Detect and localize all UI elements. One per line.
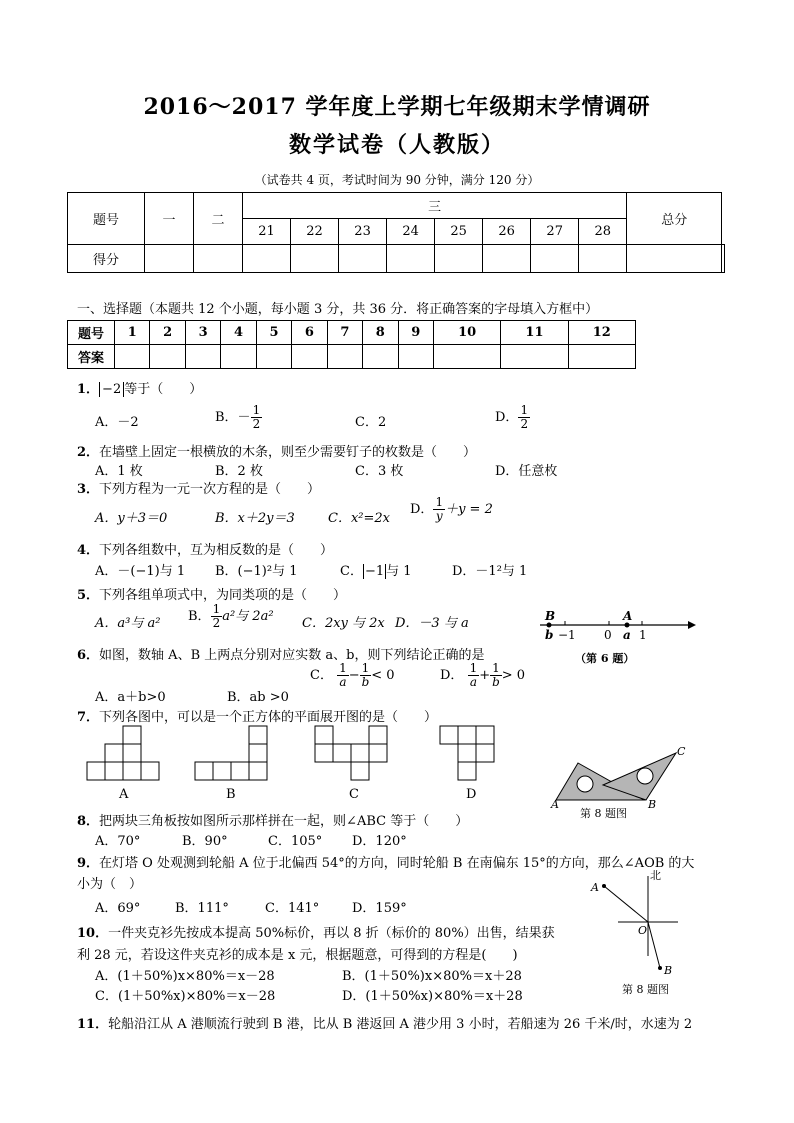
net-label-b: B	[226, 787, 236, 802]
question-6: 6．如图，数轴 A、B 上两点分别对应实数 a、b，则下列结论正确的是	[77, 648, 485, 663]
net-square	[315, 744, 333, 762]
answer-number-5: 5	[256, 321, 291, 345]
label-1: 1	[639, 628, 647, 642]
q6-option-d: D． $\frac{1}{a}$ + $\frac{1}{b}$ > 0	[440, 661, 526, 689]
q10-option-d: D．(1＋50%x)×80%＝x＋28	[342, 989, 523, 1004]
q5-option-a: A．a³与 a²	[95, 616, 161, 631]
net-square	[351, 744, 369, 762]
north-label: 北	[650, 869, 661, 882]
score-cell[interactable]	[339, 245, 387, 273]
score-subcol-24: 24	[387, 219, 435, 245]
q10-option-a: A．(1＋50%)x×80%＝x－28	[95, 969, 275, 984]
net-square	[249, 726, 267, 744]
q8-figure-caption: 第 8 题图	[580, 807, 627, 820]
q5-option-c: C．2xy 与 2x	[302, 616, 385, 631]
score-col-2: 二	[194, 193, 243, 245]
cube-nets-figure	[85, 726, 505, 786]
net-square	[249, 744, 267, 762]
question-10-line-2: 利 28 元，若设这件夹克衫的成本是 x 元，根据题意，可得到的方程是( )	[77, 948, 518, 963]
answer-cell-10[interactable]	[433, 345, 500, 369]
q3-option-a: A．y＋3＝0	[95, 511, 168, 526]
net-square	[476, 726, 494, 744]
point-b	[658, 966, 662, 970]
answer-number-9: 9	[398, 321, 433, 345]
tri-label-b: B	[648, 798, 657, 811]
q3-option-d: D． $\frac{1}{y}$ ＋y = 2	[410, 495, 493, 523]
net-square	[458, 726, 476, 744]
question-10: 10．一件夹克衫先按成本提高 50%标价，再以 8 折（标价的 80%）出售，结果获	[77, 926, 555, 941]
net-square	[476, 744, 494, 762]
score-cell[interactable]	[627, 245, 722, 273]
q5-option-d: D．－3 与 a	[395, 616, 469, 631]
label-b: b	[545, 628, 554, 642]
q9-option-b: B．111°	[175, 901, 229, 916]
title-line-2: 数学试卷（人教版）	[288, 132, 505, 158]
score-cell[interactable]	[722, 245, 725, 273]
label-a: a	[623, 628, 631, 642]
score-col-1: 一	[145, 193, 194, 245]
net-square	[333, 744, 351, 762]
q1-option-c: C．2	[355, 415, 387, 430]
q9-option-a: A．69°	[95, 901, 141, 916]
compass-label-o: O	[638, 924, 648, 937]
answer-number-4: 4	[221, 321, 256, 345]
question-2: 2．在墙壁上固定一根横放的木条，则至少需要钉子的枚数是（ ）	[77, 445, 477, 460]
q6-option-c: C． $\frac{1}{a}$ − $\frac{1}{b}$ < 0	[310, 661, 395, 689]
answer-number-7: 7	[327, 321, 362, 345]
net-label-a: A	[119, 787, 129, 802]
question-7: 7．下列各图中，可以是一个正方体的平面展开图的是（ ）	[77, 710, 438, 725]
answer-cell-6[interactable]	[292, 345, 327, 369]
net-square	[105, 744, 123, 762]
arrow-head-icon	[688, 621, 696, 629]
answer-cell-1[interactable]	[115, 345, 150, 369]
answer-number-3: 3	[185, 321, 220, 345]
q2-option-d: D．任意枚	[495, 464, 558, 479]
q1-option-a: A．－2	[95, 415, 139, 430]
point-b	[547, 623, 552, 628]
net-square	[123, 744, 141, 762]
net-square	[351, 762, 369, 780]
score-subcol-22: 22	[291, 219, 339, 245]
score-table-label: 题号	[68, 193, 145, 245]
q2-option-b: B．2 枚	[215, 464, 263, 479]
net-square	[141, 762, 159, 780]
question-1: 1． −2 等于（ ）	[77, 382, 203, 397]
score-subcol-25: 25	[435, 219, 483, 245]
score-cell[interactable]	[579, 245, 627, 273]
answer-cell-4[interactable]	[221, 345, 256, 369]
q3-option-b: B．x＋2y＝3	[215, 511, 295, 526]
q9-figure-caption: 第 8 题图	[622, 983, 669, 996]
q10-option-c: C．(1＋50%x)×80%＝x－28	[95, 989, 276, 1004]
question-3: 3．下列方程为一元一次方程的是（ ）	[77, 482, 321, 497]
net-square	[440, 726, 458, 744]
point-a	[625, 623, 630, 628]
answer-cell-8[interactable]	[363, 345, 398, 369]
score-col-3: 三	[243, 193, 627, 219]
q8-option-d: D．120°	[352, 834, 407, 849]
triangle-hole-1	[577, 776, 593, 792]
score-total: 总分	[627, 193, 722, 245]
score-cell[interactable]	[291, 245, 339, 273]
triangles-figure	[548, 745, 693, 810]
net-square	[105, 762, 123, 780]
net-square	[369, 744, 387, 762]
compass-figure	[588, 868, 698, 978]
question-11: 11．轮船沿江从 A 港顺流行驶到 B 港，比从 B 港返回 A 港少用 3 小时，若船速为 26 千米/时，水速为 2	[77, 1017, 693, 1032]
score-subcol-27: 27	[531, 219, 579, 245]
answer-cell-2[interactable]	[150, 345, 185, 369]
question-5: 5．下列各组单项式中，为同类项的是（ ）	[77, 588, 347, 603]
net-square	[231, 762, 249, 780]
answer-cell-3[interactable]	[185, 345, 220, 369]
question-4: 4．下列各组数中，互为相反数的是（ ）	[77, 543, 334, 558]
q8-option-a: A．70°	[95, 834, 141, 849]
score-cell[interactable]	[194, 245, 243, 273]
net-square	[87, 762, 105, 780]
score-row-label: 得分	[68, 245, 145, 273]
q10-option-b: B．(1＋50%)x×80%＝x＋28	[342, 969, 522, 984]
answer-number-1: 1	[115, 321, 150, 345]
answer-cell-12[interactable]	[568, 345, 635, 369]
exam-note: （试卷共 4 页，考试时间为 90 分钟，满分 120 分）	[254, 173, 540, 187]
answer-table-label: 题号	[68, 321, 115, 345]
q9-option-d: D．159°	[352, 901, 407, 916]
title-line-1: 2016～2017 学年度上学期七年级期末学情调研	[143, 94, 651, 120]
score-subcol-28: 28	[579, 219, 627, 245]
score-cell[interactable]	[387, 245, 435, 273]
score-subcol-23: 23	[339, 219, 387, 245]
q3-option-c: C．x²=2x	[328, 511, 390, 526]
label-A: A	[623, 609, 633, 623]
section-heading: 一、选择题（本题共 12 个小题，每小题 3 分，共 36 分．将正确答案的字母填入方框中）	[77, 302, 599, 317]
q8-option-c: C．105°	[268, 834, 323, 849]
label-B: B	[545, 609, 556, 623]
answer-number-2: 2	[150, 321, 185, 345]
answer-cell-5[interactable]	[256, 345, 291, 369]
score-subcol-26: 26	[483, 219, 531, 245]
answer-row-label: 答案	[68, 345, 115, 369]
net-square	[369, 726, 387, 744]
q9-option-c: C．141°	[265, 901, 320, 916]
q6-option-a: A．a＋b>0	[95, 690, 166, 705]
q4-option-d: D．－1²与 1	[452, 564, 528, 579]
net-square	[458, 744, 476, 762]
net-square	[123, 762, 141, 780]
answer-number-8: 8	[363, 321, 398, 345]
compass-label-b: B	[664, 964, 673, 977]
tri-label-a: A	[551, 798, 559, 811]
question-9-line-2: 小为（ ）	[77, 877, 143, 892]
ray-oa	[604, 886, 648, 922]
score-cell[interactable]	[531, 245, 579, 273]
tri-label-c: C	[677, 745, 686, 758]
answer-number-12: 12	[568, 321, 635, 345]
answer-number-10: 10	[433, 321, 500, 345]
answer-table	[67, 320, 636, 369]
q2-option-c: C．3 枚	[355, 464, 404, 479]
net-square	[458, 762, 476, 780]
triangle-hole-2	[637, 768, 653, 784]
q1-option-d: D． $\frac{1}{2}$	[495, 403, 529, 431]
q6-figure-caption: （第 6 题）	[575, 652, 635, 665]
point-a	[602, 884, 606, 888]
answer-number-11: 11	[501, 321, 568, 345]
net-square	[249, 762, 267, 780]
score-subcol-21: 21	[243, 219, 291, 245]
question-8: 8．把两块三角板按如图所示那样拼在一起，则∠ABC 等于（ ）	[77, 814, 469, 829]
score-table	[67, 192, 725, 273]
score-cell[interactable]	[435, 245, 483, 273]
abs-value: −2	[99, 382, 124, 397]
net-square	[315, 726, 333, 744]
net-label-c: C	[349, 787, 359, 802]
score-cell[interactable]	[145, 245, 194, 273]
q1-option-b: B．－ $\frac{1}{2}$	[215, 403, 261, 431]
answer-cell-11[interactable]	[501, 345, 568, 369]
q5-option-b: B． $\frac{1}{2}$ a²与 2a²	[188, 602, 274, 630]
q4-option-b: B．(−1)²与 1	[215, 564, 298, 579]
net-square	[195, 762, 213, 780]
answer-cell-7[interactable]	[327, 345, 362, 369]
net-square	[213, 762, 231, 780]
label-neg1: −1	[558, 628, 576, 642]
score-cell[interactable]	[243, 245, 291, 273]
ray-ob	[648, 922, 660, 968]
q8-option-b: B．90°	[182, 834, 228, 849]
q4-option-c: C． −1 与 1	[340, 564, 412, 579]
answer-number-6: 6	[292, 321, 327, 345]
net-square	[123, 726, 141, 744]
label-0: 0	[604, 628, 612, 642]
q2-option-a: A．1 枚	[95, 464, 143, 479]
q6-option-b: B．ab >0	[227, 690, 289, 705]
question-9: 9．在灯塔 O 处观测到轮船 A 位于北偏西 54°的方向，同时轮船 B 在南偏东 15°的方向，那么∠AOB 的大	[77, 856, 695, 871]
q4-option-a: A．－(−1)与 1	[95, 564, 186, 579]
score-cell[interactable]	[483, 245, 531, 273]
answer-cell-9[interactable]	[398, 345, 433, 369]
compass-label-a: A	[591, 881, 599, 894]
net-label-d: D	[466, 787, 477, 802]
